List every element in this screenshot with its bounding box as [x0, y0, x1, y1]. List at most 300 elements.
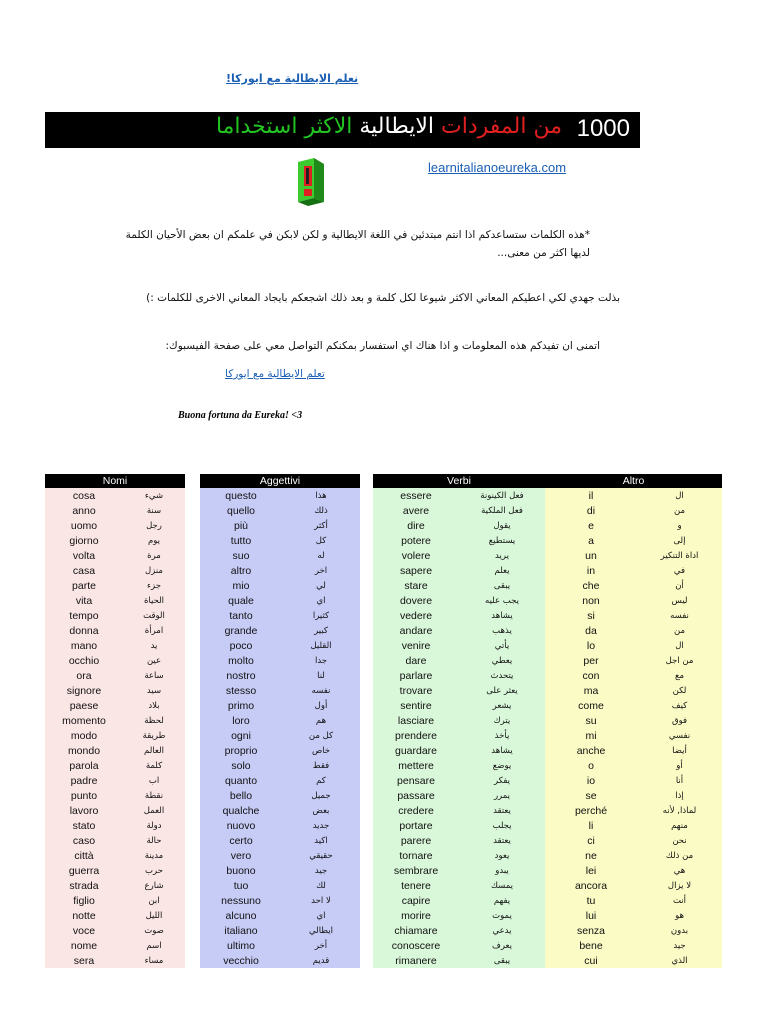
arabic-translation: اي: [316, 595, 326, 606]
italian-word: ogni: [231, 729, 251, 742]
arabic-translation: كم: [316, 775, 326, 786]
arabic-translation: أنا: [675, 775, 684, 786]
arabic-translation: صوت: [144, 925, 164, 936]
italian-word: lui: [585, 909, 597, 922]
word-row: [200, 653, 360, 668]
arabic-translation: من اجل: [665, 655, 694, 666]
other-words-list: [545, 488, 722, 968]
word-row: [200, 788, 360, 803]
arabic-translation: طريقة: [142, 730, 166, 741]
italian-word: parere: [400, 834, 432, 847]
arabic-translation: ابن: [148, 895, 160, 906]
italian-word: qualche: [222, 804, 260, 817]
word-row: [45, 518, 185, 533]
word-row: [545, 938, 722, 953]
italian-word: morire: [401, 909, 431, 922]
arabic-translation: يعتقد: [493, 835, 511, 846]
arabic-translation: الليل: [145, 910, 163, 921]
italian-word: mettere: [398, 759, 434, 772]
arabic-translation: جدا: [314, 655, 328, 666]
arabic-translation: قديم: [312, 955, 330, 966]
italian-word: padre: [70, 774, 98, 787]
word-row: [545, 548, 722, 563]
arabic-translation: جديد: [312, 820, 330, 831]
word-row: [45, 503, 185, 518]
arabic-translation: ليس: [671, 595, 688, 606]
arabic-translation: كل من: [308, 730, 334, 741]
word-row: [545, 833, 722, 848]
italian-word: dare: [405, 654, 427, 667]
italian-word: io: [586, 774, 596, 787]
banner-title-red: من المفردات: [441, 114, 562, 139]
italian-word: guerra: [68, 864, 100, 877]
word-row: [200, 548, 360, 563]
word-row: [373, 683, 545, 698]
word-row: [373, 638, 545, 653]
arabic-translation: حالة: [146, 835, 162, 846]
italian-word: per: [583, 654, 599, 667]
arabic-translation: شيء: [144, 490, 164, 501]
arabic-translation: يبقى: [493, 580, 511, 591]
word-row: [45, 743, 185, 758]
arabic-translation: عين: [146, 655, 162, 666]
verbs-column: [373, 474, 545, 968]
word-row: [45, 563, 185, 578]
arabic-translation: الوقت: [143, 610, 165, 621]
arabic-translation: خاص: [311, 745, 331, 756]
arabic-translation: جيد: [314, 865, 328, 876]
italian-word: primo: [227, 699, 255, 712]
arabic-translation: بدون: [670, 925, 689, 936]
word-row: [373, 788, 545, 803]
arabic-translation: أكثر: [314, 520, 328, 531]
word-row: [200, 683, 360, 698]
italian-word: trovare: [399, 684, 433, 697]
arabic-translation: حقيقي: [309, 850, 333, 861]
arabic-translation: يبدو: [495, 865, 509, 876]
arabic-translation: كلمة: [145, 760, 163, 771]
italian-word: questo: [225, 489, 257, 502]
arabic-translation: مرة: [147, 550, 161, 561]
italian-word: che: [582, 579, 600, 592]
italian-word: lei: [585, 864, 597, 877]
arabic-translation: مساء: [144, 955, 164, 966]
banner-title-white: الايطالية: [359, 114, 435, 139]
arabic-translation: سيد: [146, 685, 162, 696]
arabic-translation: يتحدث: [490, 670, 514, 681]
arabic-translation: يستطيع: [488, 535, 516, 546]
arabic-translation: نفسي: [668, 730, 691, 741]
italian-word: nostro: [226, 669, 256, 682]
contact-paragraph: اتمنى ان تفيدكم هذه المعلومات و اذا هناك اي استفسار بمكنكم التواصل معي على صفحة الفيسبوك:: [165, 340, 600, 352]
arabic-translation: و: [677, 520, 682, 531]
arabic-translation: يذهب: [492, 625, 512, 636]
word-row: [200, 893, 360, 908]
verbs-list: [373, 488, 545, 968]
arabic-translation: يمسك: [490, 880, 514, 891]
adjectives-header: Aggettivi: [200, 474, 360, 488]
word-row: [545, 848, 722, 863]
italian-word: se: [585, 789, 597, 802]
word-row: [545, 653, 722, 668]
italian-word: bene: [579, 939, 603, 952]
arabic-translation: يفكر: [493, 775, 511, 786]
word-row: [200, 833, 360, 848]
banner-title-green: الاكثر استخداما: [215, 114, 353, 139]
arabic-translation: شارع: [144, 880, 164, 891]
italian-word: mondo: [67, 744, 101, 757]
italian-word: avere: [402, 504, 430, 517]
word-row: [545, 638, 722, 653]
arabic-translation: كيف: [671, 700, 688, 711]
word-row: [45, 908, 185, 923]
arabic-translation: يعلم: [494, 565, 510, 576]
italian-word: ancora: [574, 879, 608, 892]
italian-word: casa: [72, 564, 96, 577]
arabic-translation: اي: [316, 910, 326, 921]
italian-word: più: [233, 519, 248, 532]
word-row: [45, 758, 185, 773]
word-row: [45, 683, 185, 698]
italian-word: vecchio: [223, 954, 259, 967]
italian-word: tanto: [229, 609, 253, 622]
word-row: [545, 518, 722, 533]
arabic-translation: له: [317, 550, 325, 561]
italian-word: quanto: [224, 774, 258, 787]
italian-word: o: [588, 759, 594, 772]
word-row: [373, 758, 545, 773]
italian-word: con: [582, 669, 600, 682]
italian-word: stare: [404, 579, 428, 592]
word-row: [45, 848, 185, 863]
word-row: [545, 533, 722, 548]
arabic-translation: يعود: [494, 850, 510, 861]
word-row: [45, 713, 185, 728]
word-row: [200, 593, 360, 608]
word-row: [545, 923, 722, 938]
italian-word: alcuno: [225, 909, 257, 922]
italian-word: a: [588, 534, 594, 547]
italian-word: senza: [576, 924, 606, 937]
italian-word: tuo: [233, 879, 249, 892]
arabic-translation: ايطالي: [309, 925, 333, 936]
adjectives-list: [200, 488, 360, 968]
italian-word: volta: [72, 549, 96, 562]
italian-word: volere: [401, 549, 431, 562]
word-row: [545, 818, 722, 833]
italian-word: andare: [399, 624, 433, 637]
italian-word: tutto: [230, 534, 252, 547]
word-row: [373, 743, 545, 758]
word-row: [200, 908, 360, 923]
word-row: [545, 683, 722, 698]
italian-word: nome: [70, 939, 98, 952]
italian-word: poco: [229, 639, 253, 652]
arabic-translation: كثيرا: [312, 610, 330, 621]
italian-word: sera: [73, 954, 95, 967]
italian-word: signore: [66, 684, 102, 697]
italian-word: capire: [401, 894, 431, 907]
arabic-translation: اخر: [314, 565, 328, 576]
top-link[interactable]: نعلم الايطالية مع ايوركا!: [226, 72, 359, 85]
italian-word: lasciare: [397, 714, 435, 727]
italian-word: sentire: [400, 699, 432, 712]
italian-word: vita: [75, 594, 93, 607]
word-row: [545, 593, 722, 608]
arabic-translation: يريد: [495, 550, 509, 561]
italian-word: dire: [407, 519, 425, 532]
arabic-translation: أيضا: [672, 745, 687, 756]
italian-word: solo: [231, 759, 251, 772]
italian-word: di: [586, 504, 596, 517]
good-luck-text: Buona fortuna da Eureka! <3: [178, 410, 303, 421]
italian-word: loro: [232, 714, 250, 727]
word-row: [373, 533, 545, 548]
arabic-translation: يعثر على: [486, 685, 518, 696]
italian-word: notte: [72, 909, 96, 922]
italian-word: si: [587, 609, 595, 622]
italian-word: ma: [583, 684, 599, 697]
italian-word: nessuno: [221, 894, 261, 907]
word-row: [545, 608, 722, 623]
arabic-translation: لكن: [672, 685, 687, 696]
arabic-translation: يعتقد: [493, 805, 511, 816]
word-row: [200, 728, 360, 743]
word-row: [545, 503, 722, 518]
italian-word: da: [585, 624, 597, 637]
website-link[interactable]: learnitalianoeureka.com: [428, 160, 567, 175]
arabic-translation: يقول: [493, 520, 511, 531]
italian-word: paese: [69, 699, 99, 712]
word-row: [45, 788, 185, 803]
word-row: [373, 938, 545, 953]
arabic-translation: لا يزال: [667, 880, 692, 891]
word-row: [200, 923, 360, 938]
intro-paragraph: *هذه الكلمات ستساعدكم اذا انتم مبتدئين في اللغة الايطالية و لكن لابكن في علمكم ان بعض الأحيان الكلمة لديها اكثر من معنى...: [125, 229, 590, 259]
italian-word: prendere: [394, 729, 438, 742]
italian-word: quello: [226, 504, 256, 517]
word-row: [45, 953, 185, 968]
word-row: [545, 728, 722, 743]
word-row: [45, 593, 185, 608]
italian-word: e: [588, 519, 594, 532]
word-row: [373, 773, 545, 788]
italian-word: ultimo: [226, 939, 255, 952]
italian-word: li: [588, 819, 594, 832]
word-row: [200, 953, 360, 968]
italian-word: come: [578, 699, 604, 712]
word-row: [45, 533, 185, 548]
arabic-translation: اكيد: [314, 835, 328, 846]
arabic-translation: لا احد: [311, 895, 331, 906]
arabic-translation: فعل الملكية: [481, 505, 523, 516]
arabic-translation: يجلب: [492, 820, 512, 831]
arabic-translation: ال: [675, 640, 684, 651]
arabic-translation: من: [673, 625, 686, 636]
word-row: [545, 713, 722, 728]
arabic-translation: أول: [314, 700, 328, 711]
word-row: [200, 533, 360, 548]
arabic-translation: نفسه: [670, 610, 689, 621]
italian-word: sapere: [399, 564, 433, 577]
italian-word: potere: [401, 534, 431, 547]
italian-word: lo: [586, 639, 596, 652]
italian-word: tornare: [399, 849, 433, 862]
italian-word: stesso: [225, 684, 257, 697]
arabic-translation: يشاهد: [491, 610, 513, 621]
arabic-translation: ذلك: [314, 505, 328, 516]
arabic-translation: مع: [674, 670, 685, 681]
word-row: [545, 803, 722, 818]
banner-title: [216, 114, 562, 139]
word-row: [200, 743, 360, 758]
italian-word: passare: [397, 789, 435, 802]
word-row: [200, 668, 360, 683]
word-row: [545, 788, 722, 803]
word-row: [373, 848, 545, 863]
italian-word: occhio: [68, 654, 100, 667]
italian-word: voce: [72, 924, 96, 937]
word-row: [545, 893, 722, 908]
word-row: [200, 773, 360, 788]
arabic-translation: يجب عليه: [485, 595, 519, 606]
italian-word: tu: [586, 894, 596, 907]
word-row: [373, 488, 545, 503]
arabic-translation: أن: [675, 580, 684, 591]
arabic-translation: ال: [675, 490, 684, 501]
word-row: [45, 653, 185, 668]
verbs-header: Verbi: [373, 474, 545, 488]
arabic-translation: لحظة: [144, 715, 164, 726]
italian-word: il: [588, 489, 594, 502]
arabic-translation: فوق: [671, 715, 688, 726]
word-row: [545, 743, 722, 758]
word-row: [45, 638, 185, 653]
italian-word: uomo: [70, 519, 98, 532]
italian-word: tempo: [69, 609, 99, 622]
word-row: [373, 698, 545, 713]
word-row: [545, 878, 722, 893]
arabic-translation: جيد: [673, 940, 686, 951]
word-row: [545, 578, 722, 593]
italian-word: rimanere: [395, 954, 437, 967]
italian-word: donna: [69, 624, 99, 637]
arabic-translation: كبير: [314, 625, 328, 636]
word-row: [45, 578, 185, 593]
italian-word: certo: [229, 834, 253, 847]
arabic-translation: امرأة: [144, 625, 164, 636]
italian-word: parte: [72, 579, 96, 592]
arabic-translation: هم: [315, 715, 327, 726]
italian-word: mio: [232, 579, 250, 592]
arabic-translation: الذي: [671, 955, 688, 966]
word-row: [45, 923, 185, 938]
banner-number: 1000: [576, 115, 630, 142]
word-row: [373, 908, 545, 923]
word-row: [200, 503, 360, 518]
word-row: [373, 593, 545, 608]
word-row: [200, 863, 360, 878]
word-row: [545, 563, 722, 578]
arabic-translation: هي: [673, 865, 686, 876]
word-row: [545, 953, 722, 968]
arabic-translation: يأتي: [494, 640, 510, 651]
italian-word: non: [582, 594, 600, 607]
word-row: [45, 728, 185, 743]
facebook-page-link[interactable]: تعلم الايطالية مع ايوركا: [225, 368, 325, 380]
arabic-translation: نقطة: [144, 790, 164, 801]
arabic-translation: يموت: [492, 910, 512, 921]
italian-word: conoscere: [391, 939, 441, 952]
word-row: [45, 938, 185, 953]
word-row: [200, 848, 360, 863]
word-row: [373, 893, 545, 908]
word-row: [45, 608, 185, 623]
word-row: [45, 878, 185, 893]
italian-word: parola: [69, 759, 99, 772]
italian-word: cui: [584, 954, 598, 967]
word-row: [45, 623, 185, 638]
word-row: [45, 893, 185, 908]
word-row: [200, 608, 360, 623]
arabic-translation: أنت: [672, 895, 687, 906]
word-row: [45, 818, 185, 833]
italian-word: caso: [72, 834, 96, 847]
word-row: [373, 923, 545, 938]
word-row: [373, 578, 545, 593]
arabic-translation: بعض: [312, 805, 330, 816]
italian-word: molto: [228, 654, 254, 667]
italian-word: suo: [232, 549, 250, 562]
arabic-translation: إلى: [673, 535, 686, 546]
italian-word: ci: [587, 834, 595, 847]
word-row: [545, 863, 722, 878]
italian-word: altro: [230, 564, 252, 577]
nouns-list: [45, 488, 185, 968]
arabic-translation: هو: [675, 910, 684, 921]
word-row: [45, 548, 185, 563]
arabic-translation: يعرف: [492, 940, 512, 951]
italian-word: mi: [585, 729, 597, 742]
italian-word: su: [585, 714, 597, 727]
italian-word: modo: [70, 729, 98, 742]
arabic-translation: فقط: [312, 760, 330, 771]
arabic-translation: من ذلك: [665, 850, 694, 861]
arabic-translation: منزل: [145, 565, 163, 576]
word-row: [200, 938, 360, 953]
italian-word: città: [74, 849, 94, 862]
arabic-translation: يدعي: [492, 925, 512, 936]
arabic-translation: حرب: [145, 865, 163, 876]
italian-word: essere: [400, 489, 432, 502]
arabic-translation: بلاد: [148, 700, 160, 711]
word-row: [373, 803, 545, 818]
italian-word: ne: [585, 849, 597, 862]
arabic-translation: لي: [316, 580, 326, 591]
italian-word: cosa: [72, 489, 96, 502]
arabic-translation: يد: [150, 640, 158, 651]
arabic-translation: جزء: [147, 580, 161, 591]
italian-word: italiano: [224, 924, 258, 937]
word-row: [373, 668, 545, 683]
italian-word: figlio: [73, 894, 95, 907]
word-row: [545, 623, 722, 638]
arabic-translation: يأخذ: [494, 730, 510, 741]
arabic-translation: مدينة: [144, 850, 164, 861]
arabic-translation: في: [673, 565, 686, 576]
word-row: [373, 608, 545, 623]
arabic-translation: هذا: [315, 490, 327, 501]
